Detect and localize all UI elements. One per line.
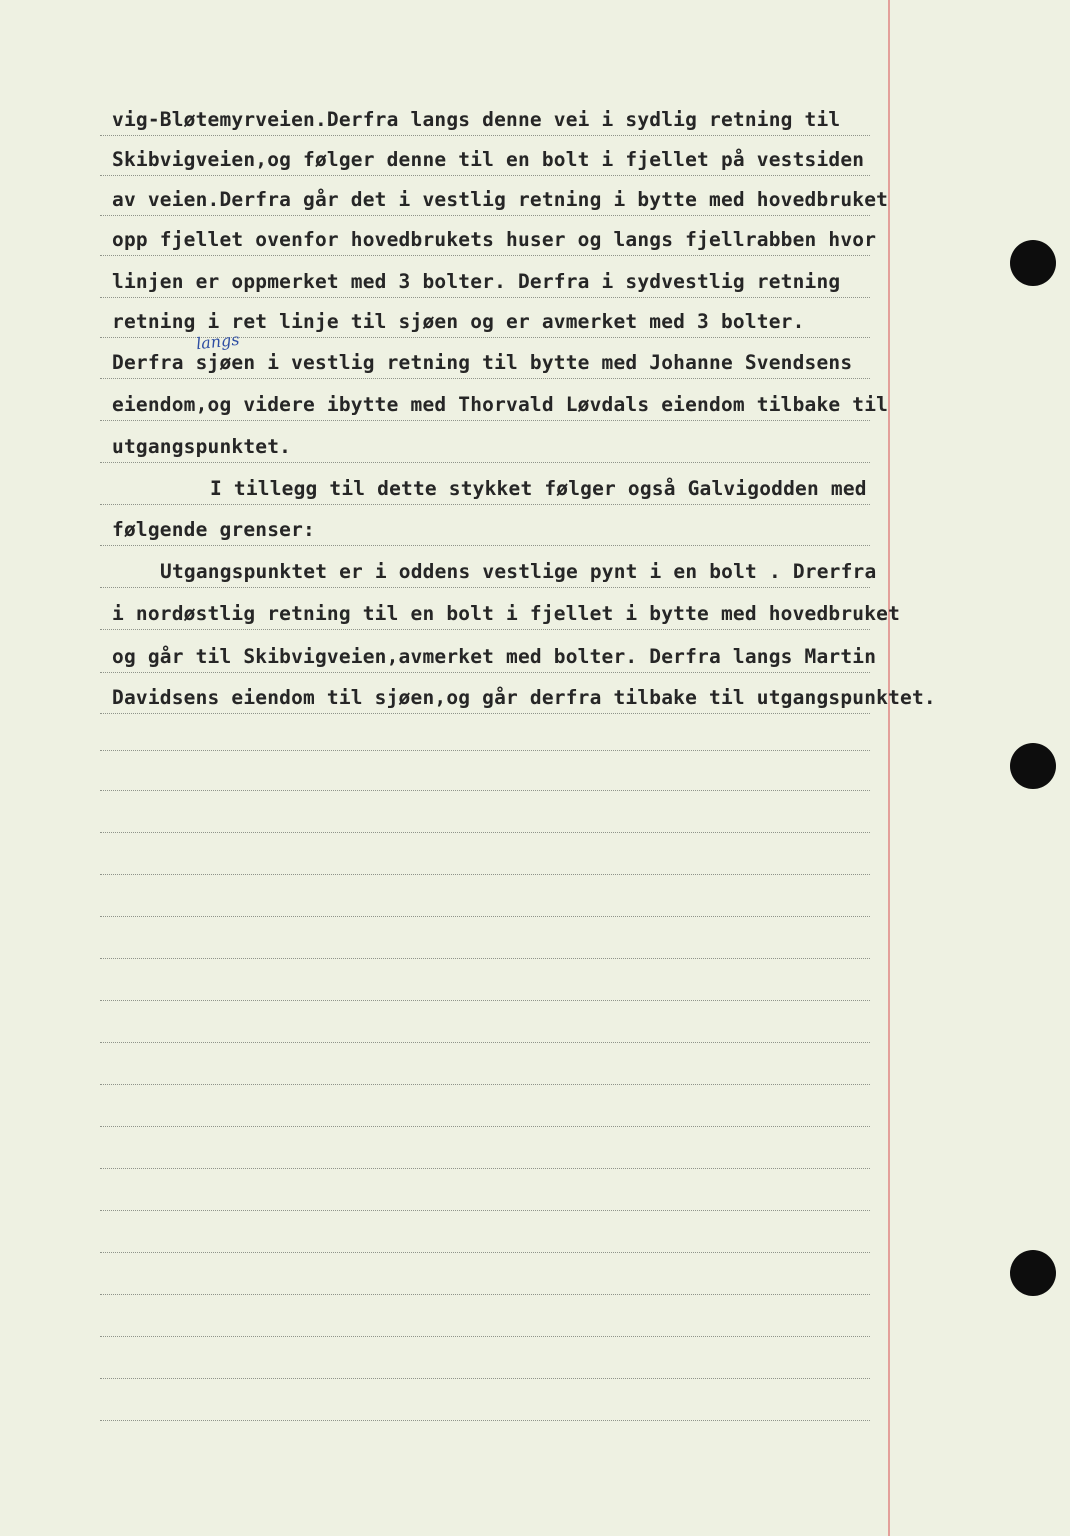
text-line — [100, 589, 901, 630]
text-line — [100, 257, 870, 298]
punch-hole-icon — [1010, 240, 1056, 286]
blank-line — [100, 1126, 870, 1127]
blank-line — [100, 1378, 870, 1379]
blank-line — [100, 750, 870, 751]
text-line — [100, 422, 870, 463]
line-text: Derfra sjøen i vestlig retning til bytte med Johanne Svendsens — [112, 351, 853, 374]
text-line — [100, 175, 889, 216]
text-line — [100, 215, 877, 256]
blank-line — [100, 1336, 870, 1337]
line-text: utgangspunktet. — [112, 435, 292, 458]
blank-line — [100, 1084, 870, 1085]
line-text: retning i ret linje til sjøen og er avmerket med 3 bolter. — [112, 310, 805, 333]
punch-hole-icon — [1010, 1250, 1056, 1296]
text-line — [100, 380, 889, 421]
line-text: i nordøstlig retning til en bolt i fjellet i bytte med hovedbruket — [112, 602, 901, 625]
line-text: vig-Bløtemyrveien.Derfra langs denne vei i sydlig retning til — [112, 108, 841, 131]
blank-line — [100, 1000, 870, 1001]
line-text: Skibvigveien,og følger denne til en bolt i fjellet på vestsiden — [112, 148, 865, 171]
blank-line — [100, 790, 870, 791]
line-text: av veien.Derfra går det i vestlig retning i bytte med hovedbruket — [112, 188, 889, 211]
line-text: Davidsens eiendom til sjøen,og går derfra tilbake til utgangspunktet. — [112, 686, 936, 709]
margin-line — [888, 0, 890, 1536]
text-line — [100, 135, 870, 176]
blank-line — [100, 1294, 870, 1295]
blank-line — [100, 1420, 870, 1421]
line-text: eiendom,og videre ibytte med Thorvald Løvdals eiendom tilbake til — [112, 393, 889, 416]
line-text: og går til Skibvigveien,avmerket med bolter. Derfra langs Martin — [112, 645, 877, 668]
text-line — [100, 673, 936, 714]
line-text: linjen er oppmerket med 3 bolter. Derfra i sydvestlig retning — [112, 270, 841, 293]
line-text: følgende grenser: — [112, 518, 315, 541]
text-line — [100, 505, 870, 546]
handwritten-insert: langs — [195, 329, 241, 354]
line-text: opp fjellet ovenfor hovedbrukets huser og langs fjellrabben hvor — [112, 228, 877, 251]
text-line — [100, 632, 877, 673]
blank-line — [100, 1252, 870, 1253]
blank-line — [100, 874, 870, 875]
text-line — [100, 547, 877, 588]
line-text: Utgangspunktet er i oddens vestlige pynt i en bolt . Drerfra — [160, 560, 877, 583]
text-line — [100, 95, 870, 136]
blank-line — [100, 916, 870, 917]
blank-line — [100, 1042, 870, 1043]
blank-line — [100, 1168, 870, 1169]
blank-line — [100, 958, 870, 959]
text-line — [100, 464, 870, 505]
punch-hole-icon — [1010, 743, 1056, 789]
blank-line — [100, 1210, 870, 1211]
blank-line — [100, 832, 870, 833]
line-text: I tillegg til dette stykket følger også Galvigodden med — [210, 477, 867, 500]
